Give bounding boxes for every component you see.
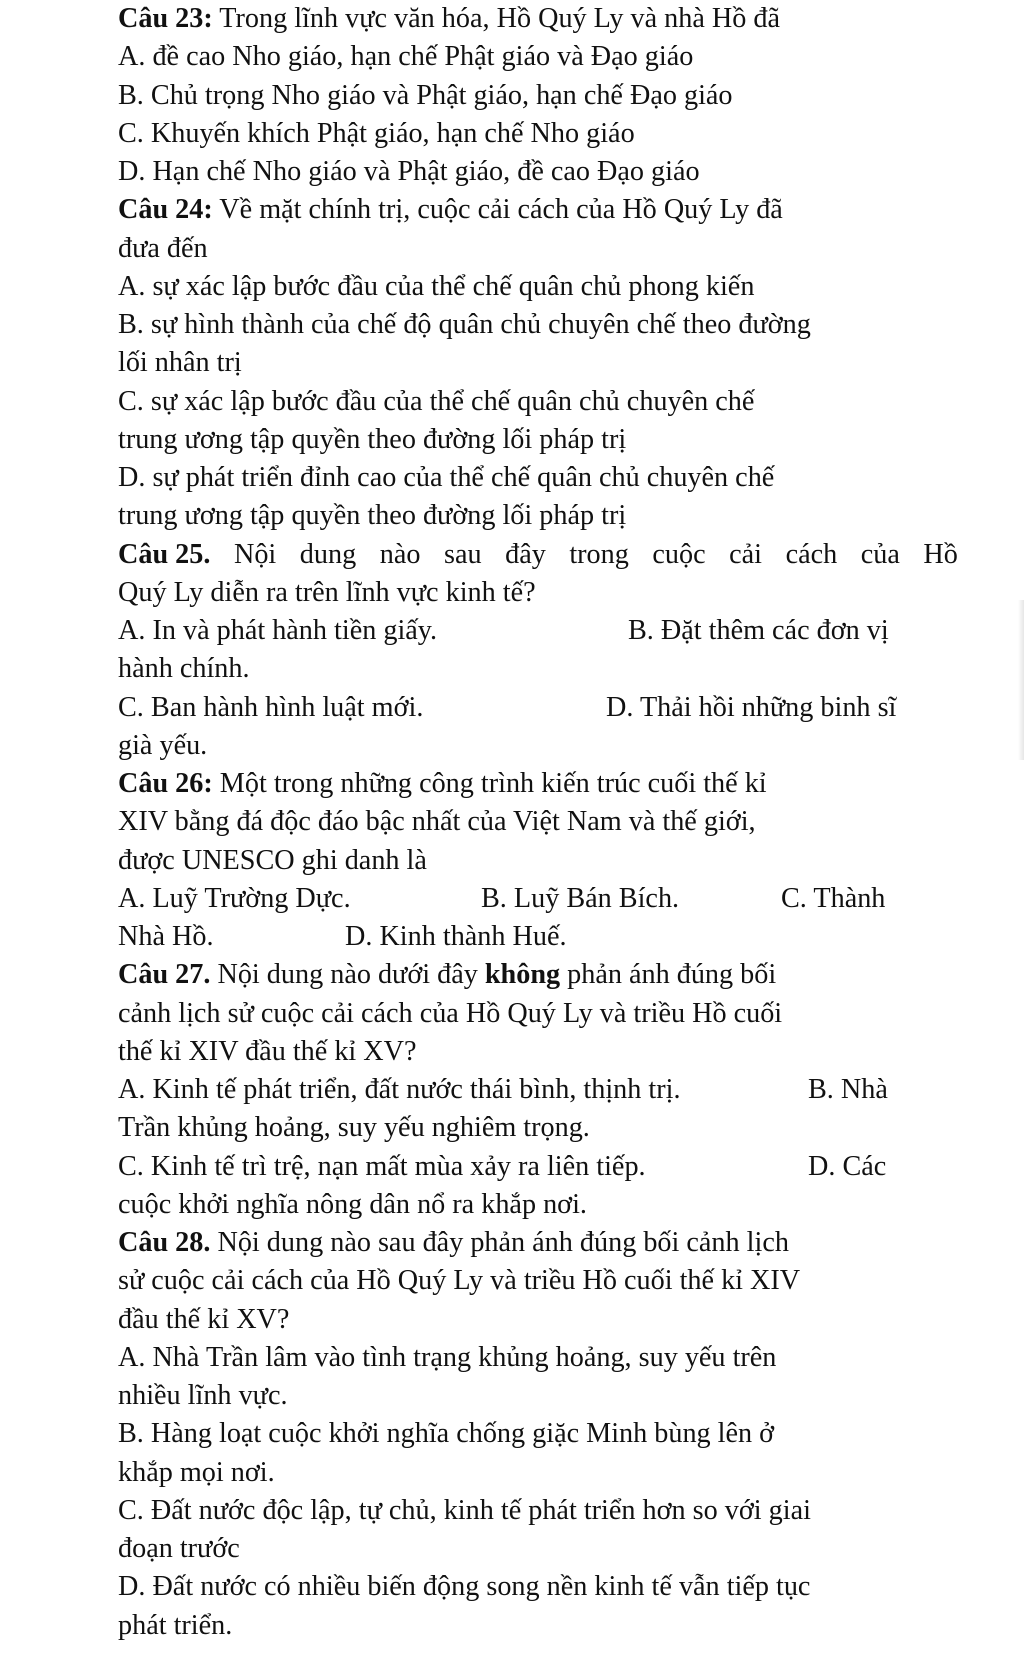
- q25-stem-word: nào: [379, 538, 421, 570]
- q25-option-d-cont: già yếu.: [118, 729, 208, 761]
- q24-option-b-cont: lối nhân trị: [118, 347, 242, 379]
- q28-option-c: C. Đất nước độc lập, tự chủ, kinh tế phát triển hơn so với giai: [118, 1494, 811, 1526]
- q28-option-a-cont: nhiều lĩnh vực.: [118, 1380, 288, 1411]
- q27-stem-cont-1: cảnh lịch sử cuộc cải cách của Hồ Quý Ly và triều Hồ cuối: [118, 997, 783, 1029]
- q25-option-b-cont: hành chính.: [118, 653, 250, 685]
- q25-stem-word: đây: [505, 538, 546, 570]
- q25-stem-cont: Quý Ly diễn ra trên lĩnh vực kinh tế?: [118, 576, 536, 608]
- q28-stem-cont-2: đầu thế kỉ XV?: [118, 1303, 290, 1335]
- q23-option-c: C. Khuyến khích Phật giáo, hạn chế Nho giáo: [118, 117, 635, 149]
- q27-options-ab: [118, 1071, 958, 1109]
- q25-stem-word: của: [860, 538, 900, 570]
- q24-option-d: D. sự phát triển đỉnh cao của thể chế quân chủ chuyên chế: [118, 462, 775, 493]
- q28-option-c-cont: đoạn trước: [118, 1533, 240, 1564]
- q23-option-b: B. Chủ trọng Nho giáo và Phật giáo, hạn chế Đạo giáo: [118, 79, 733, 111]
- q28-label: Câu 28.: [118, 1227, 211, 1258]
- page-edge-shadow: [1018, 600, 1024, 760]
- q28-option-d: D. Đất nước có nhiều biến động song nền kinh tế vẫn tiếp tục: [118, 1571, 811, 1603]
- q24-option-a: A. sự xác lập bước đầu của thể chế quân chủ phong kiến: [118, 270, 755, 302]
- q24-stem: Câu 24: Về mặt chính trị, cuộc cải cách của Hồ Quý Ly đã: [118, 194, 783, 226]
- q26-options-c-d: [118, 918, 958, 956]
- q25-stem: [118, 536, 958, 574]
- q25-option-a: A. In và phát hành tiền giấy.: [118, 615, 438, 646]
- q25-stem-word: cuộc: [652, 538, 706, 570]
- q26-option-c: C. Thành: [781, 882, 886, 914]
- q24-label: Câu 24:: [118, 194, 213, 226]
- q27-option-b-cont: Trần khủng hoảng, suy yếu nghiêm trọng.: [118, 1112, 590, 1144]
- q27-options-cd: [118, 1148, 958, 1186]
- q26-stem: Câu 26: Một trong những công trình kiến trúc cuối thế kỉ: [118, 768, 767, 799]
- q24-stem-cont: đưa đến: [118, 232, 208, 264]
- q27-option-d-cont: cuộc khởi nghĩa nông dân nổ ra khắp nơi.: [118, 1188, 587, 1220]
- q25-option-b: B. Đặt thêm các đơn vị: [628, 615, 889, 646]
- q25-stem-word: Nội: [233, 538, 277, 570]
- q28-stem-cont-1: sử cuộc cải cách của Hồ Quý Ly và triều Hồ cuối thế kỉ XIV: [118, 1265, 801, 1297]
- q26-stem-cont-2: được UNESCO ghi danh là: [118, 844, 427, 876]
- q27-option-b: B. Nhà: [808, 1074, 888, 1105]
- q26-stem-cont-1: XIV bằng đá độc đáo bậc nhất của Việt Nam và thế giới,: [118, 806, 756, 838]
- q25-label: Câu 25.: [118, 538, 211, 570]
- q26-option-b: B. Luỹ Bán Bích.: [481, 882, 680, 914]
- q25-stem-word: trong: [569, 538, 629, 570]
- q24-option-c: C. sự xác lập bước đầu của thể chế quân chủ chuyên chế: [118, 385, 755, 417]
- q27-option-d: D. Các: [808, 1150, 887, 1182]
- q28-option-a: A. Nhà Trần lâm vào tình trạng khủng hoảng, suy yếu trên: [118, 1341, 777, 1373]
- q25-stem-word: cách: [785, 538, 838, 570]
- q24-option-c-cont: trung ương tập quyền theo đường lối pháp trị: [118, 423, 627, 455]
- q27-stem-cont-2: thế kỉ XIV đầu thế kỉ XV?: [118, 1035, 417, 1067]
- q27-emphasis: không: [484, 959, 561, 991]
- q27-option-a: A. Kinh tế phát triển, đất nước thái bình, thịnh trị.: [118, 1074, 681, 1105]
- q23-option-d: D. Hạn chế Nho giáo và Phật giáo, đề cao Đạo giáo: [118, 156, 700, 187]
- q25-stem-word: dung: [299, 538, 357, 570]
- exam-text: [118, 0, 958, 1645]
- q26-label: Câu 26:: [118, 768, 213, 799]
- q27-option-c: C. Kinh tế trì trệ, nạn mất mùa xảy ra liên tiếp.: [118, 1150, 646, 1182]
- q27-stem: Câu 27. Nội dung nào dưới đây không phản ánh đúng bối: [118, 959, 777, 991]
- q26-option-c-cont: Nhà Hồ.: [118, 921, 214, 952]
- q28-stem: Câu 28. Nội dung nào sau đây phản ánh đúng bối cảnh lịch: [118, 1227, 789, 1258]
- q25-option-d: D. Thải hồi những binh sĩ: [606, 691, 897, 723]
- q23-stem: Câu 23: Trong lĩnh vực văn hóa, Hồ Quý Ly và nhà Hồ đã: [118, 3, 780, 34]
- q24-option-b: B. sự hình thành của chế độ quân chủ chuyên chế theo đường: [118, 309, 811, 340]
- q26-options-abc: [118, 880, 958, 918]
- q27-label: Câu 27.: [118, 959, 211, 991]
- q26-option-d: D. Kinh thành Huế.: [345, 921, 567, 952]
- q23-label: Câu 23:: [118, 3, 213, 34]
- q25-options-ab: [118, 612, 958, 650]
- q25-options-cd: [118, 689, 958, 727]
- q28-option-b-cont: khắp mọi nơi.: [118, 1456, 275, 1488]
- q25-stem-word: Hồ: [923, 538, 958, 570]
- q28-option-b: B. Hàng loạt cuộc khởi nghĩa chống giặc Minh bùng lên ở: [118, 1418, 775, 1450]
- q25-stem-word: sau: [443, 538, 482, 570]
- q23-option-a: A. đề cao Nho giáo, hạn chế Phật giáo và Đạo giáo: [118, 41, 694, 73]
- q26-option-a: A. Luỹ Trường Dực.: [118, 882, 351, 914]
- q24-option-d-cont: trung ương tập quyền theo đường lối pháp trị: [118, 500, 627, 532]
- q28-option-d-cont: phát triển.: [118, 1609, 233, 1641]
- q25-stem-word: cải: [729, 538, 763, 570]
- q25-option-c: C. Ban hành hình luật mới.: [118, 691, 424, 723]
